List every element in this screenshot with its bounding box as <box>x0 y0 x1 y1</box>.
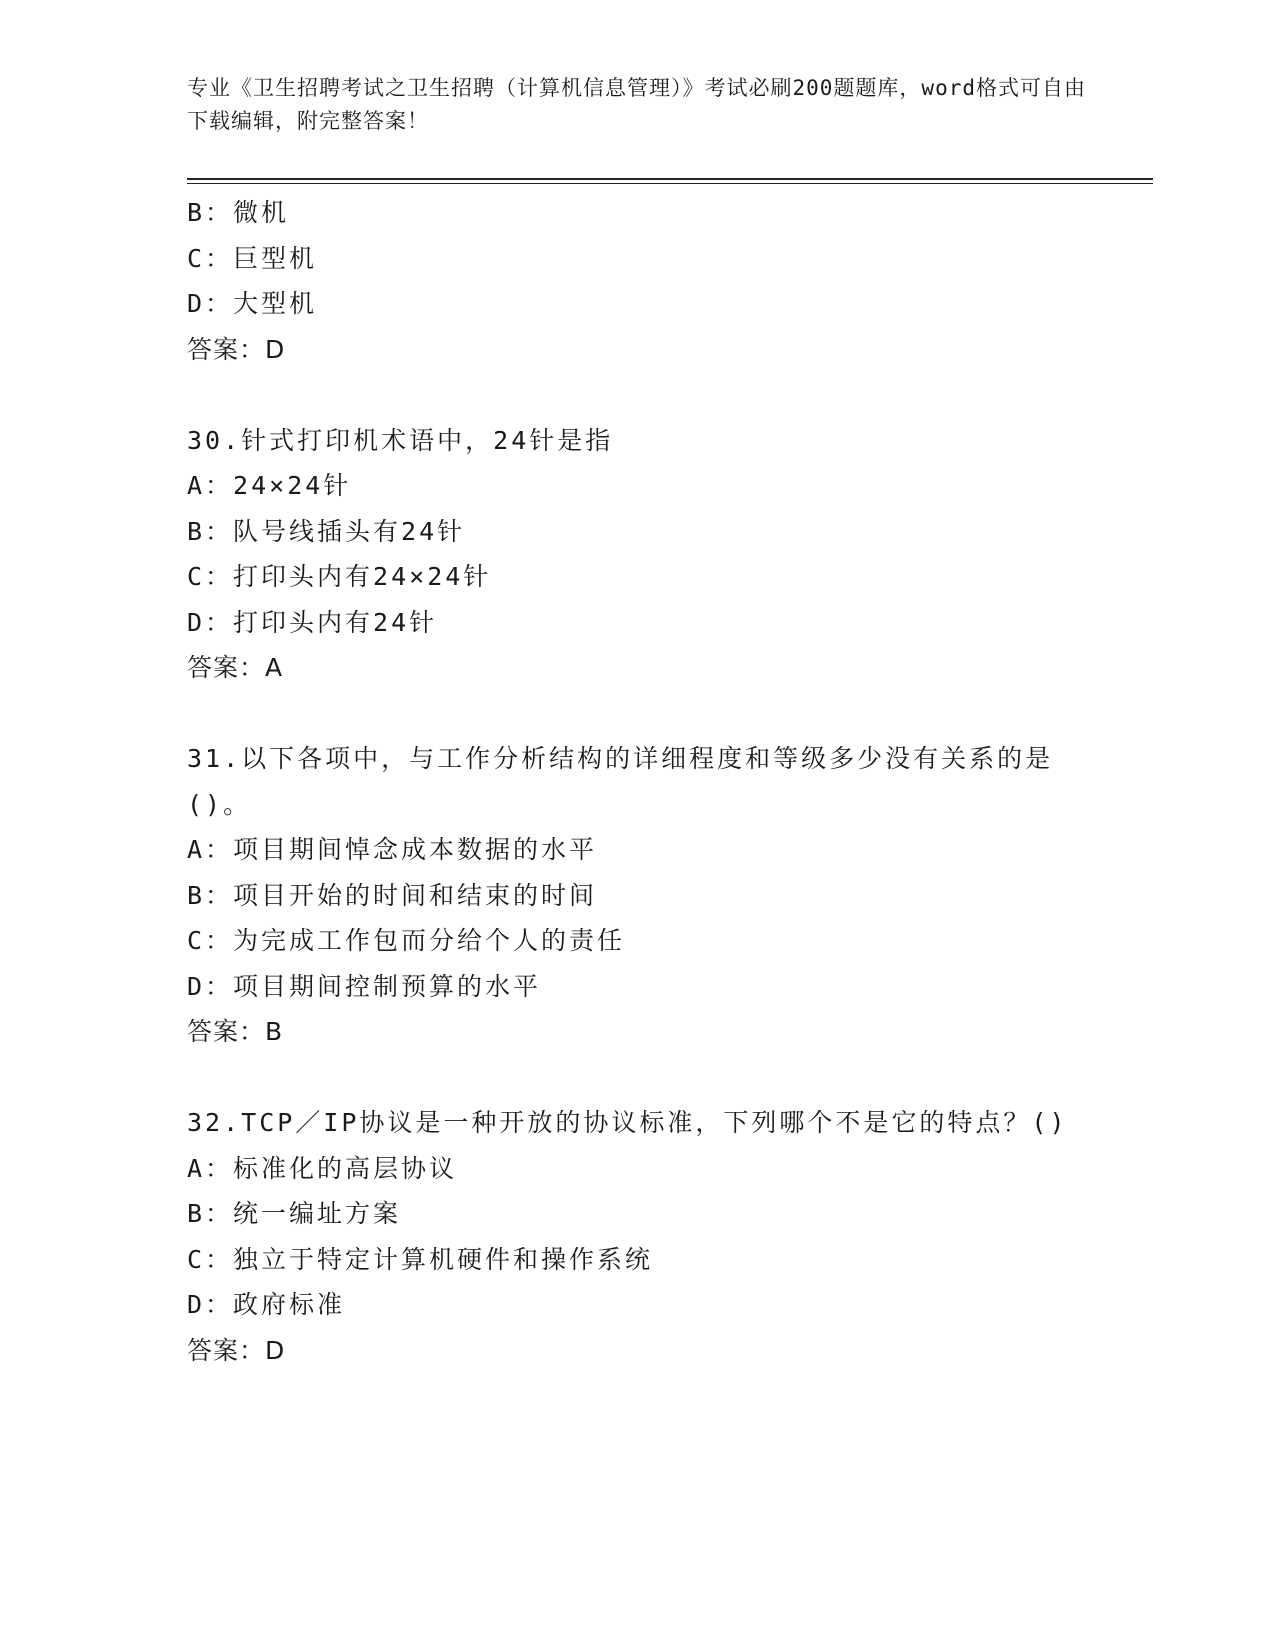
document-header: 专业《卫生招聘考试之卫生招聘（计算机信息管理）》考试必刷200题题库，word格式可自由下载编辑，附完整答案！ <box>187 76 1086 133</box>
question-block-29 <box>187 190 1087 372</box>
option-a: A：标准化的高层协议 <box>187 1153 458 1183</box>
question-block-30 <box>187 418 1087 691</box>
option-b: B：队号线插头有24针 <box>187 516 466 546</box>
option-b: B：项目开始的时间和结束的时间 <box>187 880 598 910</box>
answer-line: 答案：D <box>187 1335 286 1365</box>
question-stem: 30.针式打印机术语中，24针是指 <box>187 425 614 455</box>
option-d: D：政府标准 <box>187 1290 346 1319</box>
question-block-31 <box>187 736 1087 1055</box>
question-block-32 <box>187 1100 1087 1373</box>
option-c: C：为完成工作包而分给个人的责任 <box>187 926 626 955</box>
option-a: A：24×24针 <box>187 471 352 500</box>
option-d: D：打印头内有24针 <box>187 607 438 637</box>
option-c: C：独立于特定计算机硬件和操作系统 <box>187 1244 654 1274</box>
option-a: A：项目期间悼念成本数据的水平 <box>187 835 598 864</box>
option-d: D：大型机 <box>187 289 318 318</box>
answer-line: 答案：D <box>187 334 286 364</box>
question-list <box>187 190 1087 1373</box>
option-c: C：巨型机 <box>187 243 318 273</box>
option-c: C：打印头内有24×24针 <box>187 562 492 591</box>
option-d: D：项目期间控制预算的水平 <box>187 971 542 1001</box>
option-b: B：统一编址方案 <box>187 1199 402 1228</box>
option-b: B：微机 <box>187 198 290 227</box>
question-stem: 32.TCP／IP协议是一种开放的协议标准，下列哪个不是它的特点？() <box>187 1108 1068 1137</box>
question-stem: 31.以下各项中，与工作分析结构的详细程度和等级多少没有关系的是()。 <box>187 744 1054 819</box>
answer-line: 答案：A <box>187 653 284 682</box>
header-divider-thick <box>187 178 1153 180</box>
answer-line: 答案：B <box>187 1017 284 1046</box>
header-divider-thin <box>187 183 1153 184</box>
